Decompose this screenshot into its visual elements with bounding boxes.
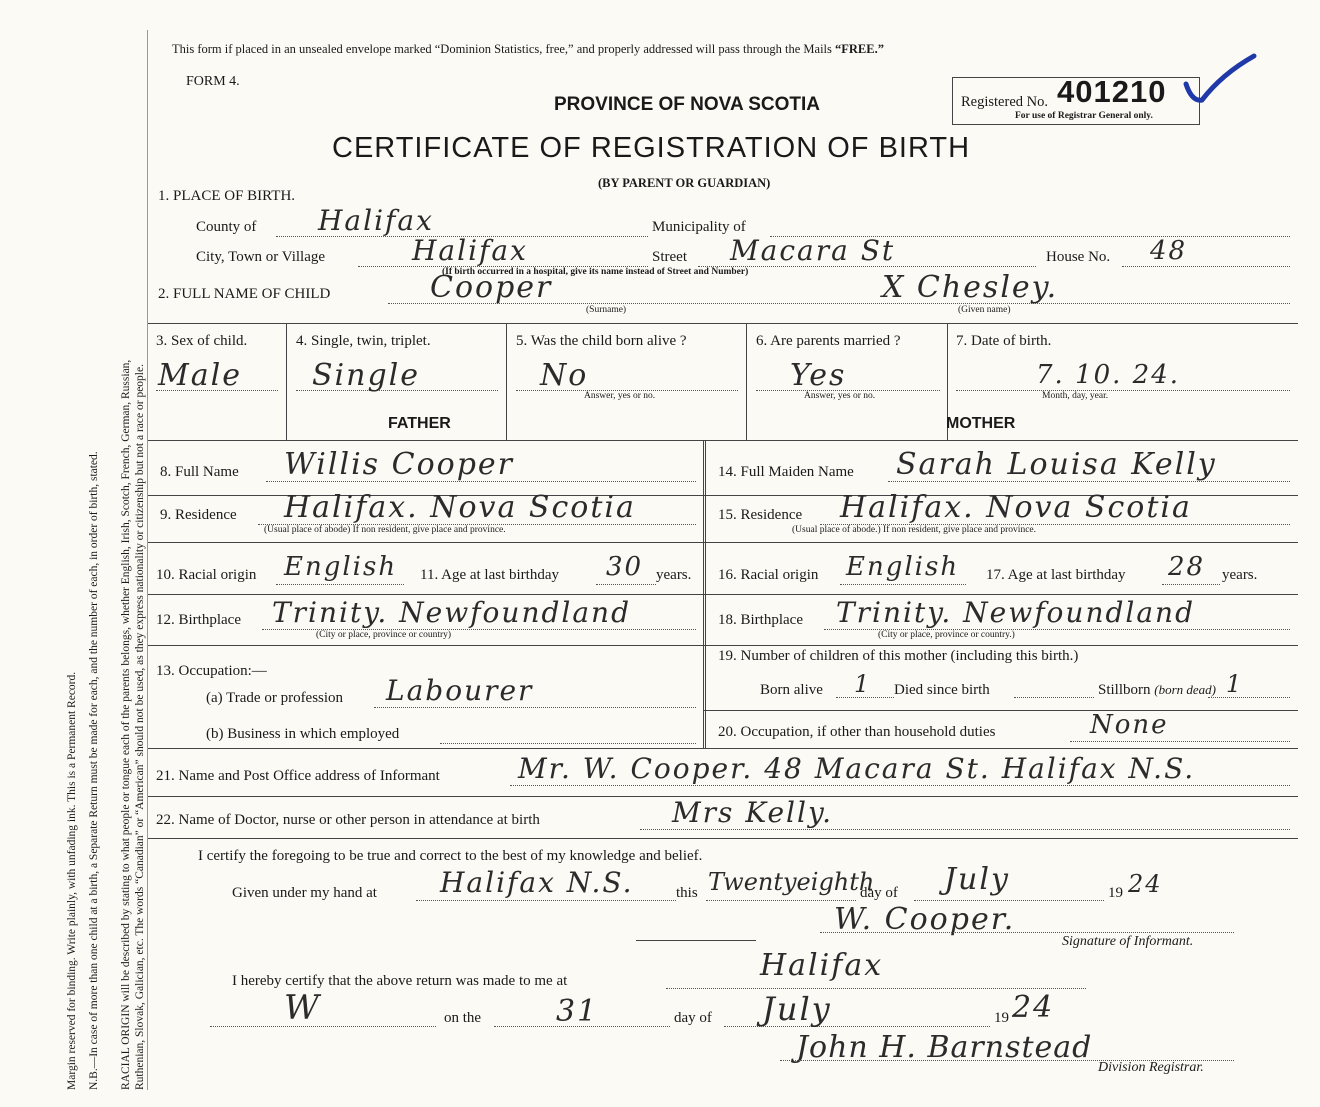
on-the-label: on the xyxy=(444,1010,482,1026)
street-label: Street xyxy=(652,249,687,265)
postal-note: This form if placed in an unsealed envelope marked “Dominion Statistics, free,” and properly addressed will pass through the Mails “FREE.” xyxy=(172,42,884,56)
father-heading: FATHER xyxy=(388,415,451,432)
father-name-value: Willis Cooper xyxy=(284,447,514,482)
form-number: FORM 4. xyxy=(186,74,240,89)
municipality-label: Municipality of xyxy=(652,219,746,235)
registrar-signature-value: John H. Barnstead xyxy=(796,1030,1093,1065)
province-heading: PROVINCE OF NOVA SCOTIA xyxy=(554,94,821,115)
page-subtitle: (BY PARENT OR GUARDIAN) xyxy=(598,176,771,190)
this-label: this xyxy=(676,885,698,901)
given-place-value: Halifax N.S. xyxy=(440,866,634,899)
mother-racial-value: English xyxy=(846,552,960,582)
mother-birthplace-caption: (City or place, province or country.) xyxy=(878,630,1015,640)
mother-racial-label: 16. Racial origin xyxy=(718,567,819,583)
born-alive-value: No xyxy=(540,358,589,393)
registered-label: Registered No. xyxy=(961,94,1048,110)
registration-box xyxy=(952,74,1200,125)
sex-value: Male xyxy=(158,358,242,393)
trade-value: Labourer xyxy=(386,674,534,707)
plurality-value: Single xyxy=(312,358,421,393)
father-birthplace-value: Trinity. Newfoundland xyxy=(272,596,632,629)
mother-occupation-label: 20. Occupation, if other than household duties xyxy=(718,724,996,740)
born-alive-caption: Answer, yes or no. xyxy=(584,391,656,401)
street-value: Macara St xyxy=(730,234,896,267)
registrar-note: For use of Registrar General only. xyxy=(1015,111,1153,121)
registrar-day-of-label: day of xyxy=(674,1010,712,1026)
date-of-birth-label: 7. Date of birth. xyxy=(956,333,1052,349)
informant-signature-value: W. Cooper. xyxy=(834,902,1016,937)
father-age-value: 30 xyxy=(606,552,644,582)
registrar-year-value: 24 xyxy=(1012,990,1055,1025)
mother-age-value: 28 xyxy=(1168,552,1206,582)
registrar-year-prefix: 19 xyxy=(994,1010,1009,1026)
informant-signature-label: Signature of Informant. xyxy=(1062,934,1194,949)
parents-married-label: 6. Are parents married ? xyxy=(756,333,901,349)
attendant-value: Mrs Kelly. xyxy=(672,796,833,829)
father-racial-label: 10. Racial origin xyxy=(156,567,257,583)
given-name-caption: (Given name) xyxy=(958,305,1011,315)
father-residence-label: 9. Residence xyxy=(160,507,237,523)
informant-label: 21. Name and Post Office address of Informant xyxy=(156,768,440,784)
born-alive-count-label: Born alive xyxy=(760,682,823,698)
mother-birthplace-value: Trinity. Newfoundland xyxy=(836,596,1196,629)
given-year-prefix: 19 xyxy=(1108,885,1123,901)
born-alive-count-value: 1 xyxy=(854,670,872,698)
registrar-signature-label: Division Registrar. xyxy=(1098,1060,1204,1075)
city-value: Halifax xyxy=(412,234,528,267)
margin-note-racial-origin: RACIAL ORIGIN will be described by stating to what people or tongue each of the parents belongs, whether English, Irish, Scotch, French, German, Russian, xyxy=(120,359,132,1090)
trade-label: (a) Trade or profession xyxy=(206,690,344,706)
occupation-label: 13. Occupation:— xyxy=(156,663,267,679)
mother-age-label: 17. Age at last birthday xyxy=(986,567,1126,583)
date-of-birth-caption: Month, day, year. xyxy=(1042,391,1109,401)
given-month-value: July xyxy=(944,862,1010,897)
died-since-birth-label: Died since birth xyxy=(894,682,990,698)
business-label: (b) Business in which employed xyxy=(206,726,400,742)
given-day-value: Twentyeighth xyxy=(708,868,875,896)
registrar-month-value: July xyxy=(762,990,832,1028)
father-age-unit: years. xyxy=(656,567,692,583)
margin-note-racial-origin-cont: Ruthenian, Slovak, Galician, etc. The words “Canadian” or “American” should not be used, as they express nationality or citizenship but not a race or people. xyxy=(134,364,146,1090)
registrar-statement: I hereby certify that the above return was made to me at xyxy=(232,973,568,989)
county-label: County of xyxy=(196,219,257,235)
father-racial-value: English xyxy=(284,552,398,582)
mother-residence-label: 15. Residence xyxy=(718,507,803,523)
surname-caption: (Surname) xyxy=(586,305,627,315)
house-value: 48 xyxy=(1150,236,1188,266)
father-name-label: 8. Full Name xyxy=(160,464,239,480)
father-birthplace-caption: (City or place, province or country) xyxy=(316,630,452,640)
father-residence-caption: (Usual place of abode) If non resident, give place and province. xyxy=(264,525,506,535)
county-value: Halifax xyxy=(318,204,434,237)
place-of-birth-heading: 1. PLACE OF BIRTH. xyxy=(158,188,296,204)
certification-statement: I certify the foregoing to be true and correct to the best of my knowledge and belief. xyxy=(198,848,703,864)
attendant-label: 22. Name of Doctor, nurse or other person in attendance at birth xyxy=(156,812,540,828)
margin-note-binding: Margin reserved for binding. Write plainly, with unfading ink. This is a Permanent Record. xyxy=(66,671,78,1090)
father-age-label: 11. Age at last birthday xyxy=(420,567,559,583)
born-alive-label: 5. Was the child born alive ? xyxy=(516,333,687,349)
house-label: House No. xyxy=(1046,249,1111,265)
stillborn-label: Stillborn (born dead) xyxy=(1098,682,1217,698)
registrar-place-value: Halifax xyxy=(760,948,884,983)
page-title: CERTIFICATE OF REGISTRATION OF BIRTH xyxy=(332,132,971,164)
informant-value: Mr. W. Cooper. 48 Macara St. Halifax N.S. xyxy=(518,752,1196,785)
day-of-label: day of xyxy=(860,885,898,901)
father-birthplace-label: 12. Birthplace xyxy=(156,612,241,628)
children-count-label: 19. Number of children of this mother (including this birth.) xyxy=(718,648,1079,664)
given-under-label: Given under my hand at xyxy=(232,885,377,901)
mother-residence-value: Halifax. Nova Scotia xyxy=(840,490,1192,525)
plurality-label: 4. Single, twin, triplet. xyxy=(296,333,431,349)
child-given-name-value: X Chesley. xyxy=(882,270,1059,305)
mother-age-unit: years. xyxy=(1222,567,1258,583)
margin-line xyxy=(147,30,148,1090)
mother-heading: MOTHER xyxy=(946,415,1016,432)
city-label: City, Town or Village xyxy=(196,249,326,265)
mother-residence-caption: (Usual place of abode.) If non resident, give place and province. xyxy=(792,525,1036,535)
child-surname-value: Cooper xyxy=(430,270,553,305)
hospital-note: (If birth occurred in a hospital, give its name instead of Street and Number) xyxy=(442,267,749,277)
mother-birthplace-label: 18. Birthplace xyxy=(718,612,803,628)
parents-married-caption: Answer, yes or no. xyxy=(804,391,876,401)
checkmark-icon xyxy=(1180,50,1260,110)
father-residence-value: Halifax. Nova Scotia xyxy=(284,490,636,525)
given-year-value: 24 xyxy=(1128,870,1163,898)
mother-name-label: 14. Full Maiden Name xyxy=(718,464,854,480)
mother-occupation-value: None xyxy=(1090,710,1169,740)
stillborn-value: 1 xyxy=(1226,670,1244,698)
sex-label: 3. Sex of child. xyxy=(156,333,248,349)
registered-number: 401210 xyxy=(1057,74,1167,109)
date-of-birth-value: 7. 10. 24. xyxy=(1036,360,1181,390)
registrar-day-value: 31 xyxy=(556,994,599,1029)
registrar-mark-value: W xyxy=(284,988,321,1028)
parents-married-value: Yes xyxy=(790,358,847,393)
mother-name-value: Sarah Louisa Kelly xyxy=(896,447,1217,482)
margin-note-multiple-births: N.B.—In case of more than one child at a birth, a Separate Return must be made for each, and the number of each, in order of birth, stated. xyxy=(88,451,100,1090)
child-name-label: 2. FULL NAME OF CHILD xyxy=(158,286,331,302)
